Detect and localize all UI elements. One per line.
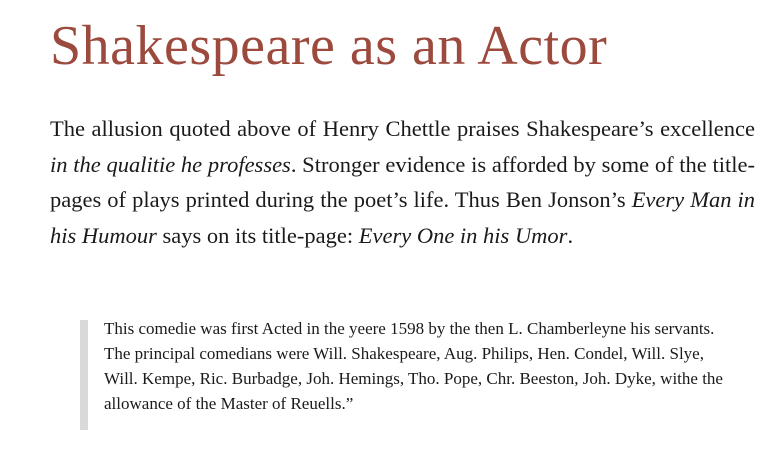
paragraph-text-1: The allusion quoted above of Henry Chettle praises Shakespeare’s excellence: [50, 116, 755, 141]
paragraph-text-4: .: [567, 222, 574, 248]
paragraph-italic-3: Every One in his Umor: [358, 222, 568, 248]
body-paragraph: [50, 111, 755, 253]
quote-bar: [80, 320, 88, 430]
blockquote: [80, 320, 730, 430]
paragraph-italic-2: Every Man in his Humour: [50, 187, 755, 248]
paragraph-text-2: . Stronger evidence is afforded by some of the title-pages of plays printed during the poet’s life. Thus Ben Jonson’s: [50, 151, 755, 212]
paragraph-text-3: says on its title-page:: [156, 222, 359, 248]
quote-text: This comedie was first Acted in the yeere 1598 by the then L. Chamberleyne his servants. The principal comedians were Will. Shakespeare, Aug. Philips, Hen. Condel, Will. Slye, Will. Kempe, Ric. Burbadge, Joh. Hemings, Tho. Pope, Chr. Beeston, Joh. Dyke, withe the allowance of the Master of Reuells.”: [104, 319, 723, 413]
paragraph-italic-1: in the qualitie he professes: [50, 151, 291, 177]
page-title: Shakespeare as an Actor: [50, 15, 608, 77]
